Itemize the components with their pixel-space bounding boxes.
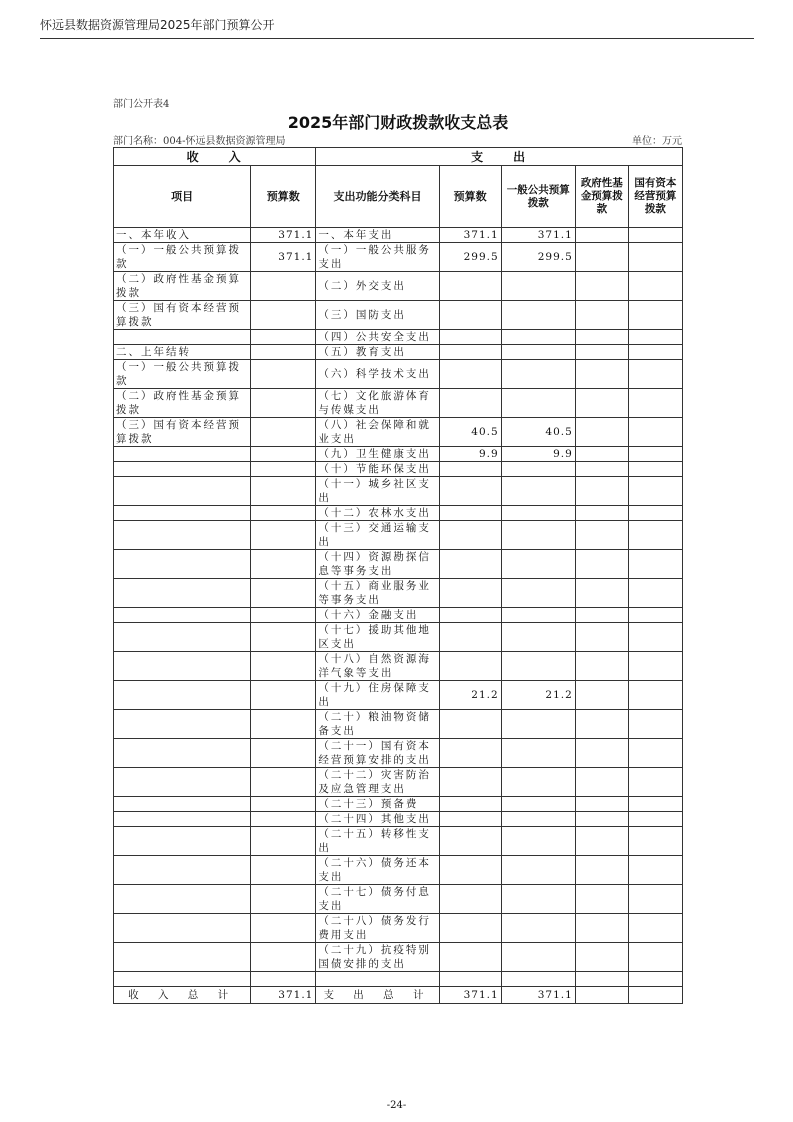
fund-budget-cell [575, 797, 628, 812]
capital-budget-cell [628, 301, 682, 330]
expense-item-cell: （十四）资源勘探信息等事务支出 [316, 550, 439, 579]
expense-item-cell: （二十三）预备费 [316, 797, 439, 812]
capital-budget-cell [628, 243, 682, 272]
income-budget-cell [251, 885, 316, 914]
table-row [114, 943, 683, 972]
expense-item-cell: （二十八）债务发行费用支出 [316, 914, 439, 943]
expense-total-value: 371.1 [439, 987, 501, 1004]
general-budget-cell [501, 768, 575, 797]
income-budget-cell [251, 521, 316, 550]
general-budget-cell: 40.5 [501, 418, 575, 447]
income-item-cell [114, 943, 251, 972]
income-total-label: 收 入 总 计 [114, 987, 251, 1004]
income-item-cell [114, 608, 251, 623]
table-row [114, 972, 683, 987]
income-budget-cell [251, 418, 316, 447]
fund-budget-cell [575, 812, 628, 827]
expense-budget-cell [439, 389, 501, 418]
income-budget-cell [251, 477, 316, 506]
income-budget-cell [251, 345, 316, 360]
general-budget-cell [501, 477, 575, 506]
expense-item-cell: （一）一般公共服务支出 [316, 243, 439, 272]
income-item-cell [114, 506, 251, 521]
income-item-cell [114, 812, 251, 827]
capital-budget-cell [628, 827, 682, 856]
expense-budget-cell [439, 477, 501, 506]
general-budget-cell [501, 710, 575, 739]
expense-item-cell: （十）节能环保支出 [316, 462, 439, 477]
table-row [114, 345, 683, 360]
table-row [114, 827, 683, 856]
income-item-cell [114, 579, 251, 608]
income-budget-cell [251, 972, 316, 987]
capital-budget-cell [628, 272, 682, 301]
expense-item-cell: （二十九）抗疫特别国债安排的支出 [316, 943, 439, 972]
income-budget-cell [251, 579, 316, 608]
table-row [114, 885, 683, 914]
fund-budget-cell [575, 477, 628, 506]
table-row [114, 856, 683, 885]
expense-budget-cell [439, 827, 501, 856]
general-budget-cell [501, 739, 575, 768]
unit-label: 单位：万元 [632, 136, 682, 147]
expense-item-cell: （二十）粮油物资储备支出 [316, 710, 439, 739]
expense-budget-cell [439, 856, 501, 885]
capital-budget-cell [628, 447, 682, 462]
capital-budget-cell [628, 418, 682, 447]
income-section-header: 收 入 [114, 148, 316, 166]
expense-budget-cell [439, 330, 501, 345]
page-number: -24- [386, 1100, 407, 1111]
expense-budget-cell [439, 739, 501, 768]
fund-budget-cell [575, 389, 628, 418]
table-row [114, 623, 683, 652]
page-title: 2025年部门财政拨款收支总表 [287, 113, 509, 132]
expense-item-cell: （十一）城乡社区支出 [316, 477, 439, 506]
general-budget-cell [501, 885, 575, 914]
fund-budget-cell [575, 579, 628, 608]
income-item-cell: 一、本年收入 [114, 228, 251, 243]
expense-budget-cell [439, 579, 501, 608]
header-divider [40, 38, 754, 39]
income-budget-cell [251, 623, 316, 652]
general-budget-cell [501, 330, 575, 345]
income-item-cell [114, 710, 251, 739]
income-item-cell: （三）国有资本经营预算拨款 [114, 301, 251, 330]
capital-budget-cell [628, 710, 682, 739]
table-row [114, 579, 683, 608]
expense-budget-cell [439, 914, 501, 943]
capital-budget-cell [628, 330, 682, 345]
expense-item-cell: （二）外交支出 [316, 272, 439, 301]
table-row [114, 447, 683, 462]
expense-item-cell: （二十二）灾害防治及应急管理支出 [316, 768, 439, 797]
expense-item-cell: （二十一）国有资本经营预算安排的支出 [316, 739, 439, 768]
expense-budget-cell [439, 462, 501, 477]
table-row [114, 360, 683, 389]
table-row [114, 608, 683, 623]
income-item-cell: （二）政府性基金预算拨款 [114, 272, 251, 301]
income-item-cell [114, 462, 251, 477]
general-budget-cell [501, 272, 575, 301]
general-budget-cell [501, 827, 575, 856]
fund-budget-cell [575, 506, 628, 521]
col-header-capital: 国有资本经营预算拨款 [628, 166, 682, 228]
expense-budget-cell: 371.1 [439, 228, 501, 243]
income-budget-cell [251, 914, 316, 943]
fund-budget-cell [575, 243, 628, 272]
expense-item-cell: （十七）援助其他地区支出 [316, 623, 439, 652]
income-budget-cell [251, 739, 316, 768]
expense-item-cell: （二十七）债务付息支出 [316, 885, 439, 914]
fund-budget-cell [575, 462, 628, 477]
expense-item-cell: （二十五）转移性支出 [316, 827, 439, 856]
income-item-cell [114, 768, 251, 797]
capital-budget-cell [628, 608, 682, 623]
income-item-cell [114, 550, 251, 579]
general-budget-cell [501, 812, 575, 827]
general-budget-cell [501, 608, 575, 623]
expense-item-cell [316, 972, 439, 987]
general-budget-cell: 371.1 [501, 228, 575, 243]
expense-budget-cell [439, 272, 501, 301]
general-budget-cell [501, 550, 575, 579]
expense-budget-cell: 40.5 [439, 418, 501, 447]
fund-budget-cell [575, 301, 628, 330]
general-budget-cell [501, 506, 575, 521]
general-budget-cell [501, 856, 575, 885]
income-budget-cell [251, 943, 316, 972]
capital-budget-cell [628, 652, 682, 681]
table-row [114, 228, 683, 243]
capital-budget-cell [628, 462, 682, 477]
fund-budget-cell [575, 827, 628, 856]
income-item-cell [114, 447, 251, 462]
table-row [114, 710, 683, 739]
fund-budget-cell [575, 608, 628, 623]
fund-budget-cell [575, 345, 628, 360]
general-budget-cell [501, 345, 575, 360]
capital-budget-cell [628, 768, 682, 797]
expense-budget-cell [439, 943, 501, 972]
expense-item-cell: （七）文化旅游体育与传媒支出 [316, 389, 439, 418]
table-row [114, 462, 683, 477]
table-row [114, 506, 683, 521]
table-row [114, 272, 683, 301]
col-header-function: 支出功能分类科目 [316, 166, 439, 228]
general-budget-cell [501, 914, 575, 943]
fund-budget-cell [575, 856, 628, 885]
capital-budget-cell [628, 812, 682, 827]
general-budget-cell [501, 360, 575, 389]
fund-budget-cell [575, 885, 628, 914]
expense-budget-cell [439, 768, 501, 797]
expense-item-cell: （十六）金融支出 [316, 608, 439, 623]
income-item-cell: （一）一般公共预算拨款 [114, 360, 251, 389]
expense-item-cell: （十五）商业服务业等事务支出 [316, 579, 439, 608]
income-item-cell [114, 827, 251, 856]
income-budget-cell [251, 301, 316, 330]
expense-budget-cell: 21.2 [439, 681, 501, 710]
expense-item-cell: （十二）农林水支出 [316, 506, 439, 521]
table-row [114, 768, 683, 797]
table-row [114, 389, 683, 418]
col-header-budget: 预算数 [251, 166, 316, 228]
capital-budget-cell [628, 550, 682, 579]
expense-item-cell: （十九）住房保障支出 [316, 681, 439, 710]
income-item-cell [114, 652, 251, 681]
income-budget-cell [251, 462, 316, 477]
income-item-cell [114, 330, 251, 345]
income-item-cell [114, 739, 251, 768]
capital-budget-cell [628, 623, 682, 652]
table-row [114, 521, 683, 550]
expense-budget-cell [439, 652, 501, 681]
general-budget-cell: 21.2 [501, 681, 575, 710]
income-budget-cell [251, 550, 316, 579]
expense-item-cell: （四）公共安全支出 [316, 330, 439, 345]
general-budget-cell [501, 623, 575, 652]
capital-budget-cell [628, 885, 682, 914]
income-budget-cell [251, 608, 316, 623]
general-budget-cell [501, 389, 575, 418]
income-item-cell: 二、上年结转 [114, 345, 251, 360]
table-row [114, 914, 683, 943]
expense-budget-cell [439, 812, 501, 827]
fund-budget-cell [575, 418, 628, 447]
fund-budget-cell [575, 710, 628, 739]
income-budget-cell [251, 856, 316, 885]
fund-budget-cell [575, 360, 628, 389]
capital-total-value [628, 987, 682, 1004]
income-item-cell: （一）一般公共预算拨款 [114, 243, 251, 272]
fund-budget-cell [575, 623, 628, 652]
fund-budget-cell [575, 521, 628, 550]
table-row [114, 739, 683, 768]
total-row [114, 987, 683, 1004]
expense-budget-cell [439, 972, 501, 987]
department-name: 部门名称：004-怀远县数据资源管理局 [113, 136, 286, 147]
fund-budget-cell [575, 330, 628, 345]
budget-table [113, 147, 683, 1004]
general-budget-cell [501, 797, 575, 812]
col-header-general: 一般公共预算拨款 [501, 166, 575, 228]
fund-budget-cell [575, 943, 628, 972]
fund-budget-cell [575, 228, 628, 243]
expense-budget-cell [439, 550, 501, 579]
table-row [114, 477, 683, 506]
general-budget-cell [501, 301, 575, 330]
expense-item-cell: （十三）交通运输支出 [316, 521, 439, 550]
capital-budget-cell [628, 389, 682, 418]
fund-budget-cell [575, 972, 628, 987]
expense-budget-cell: 299.5 [439, 243, 501, 272]
expense-item-cell: （二十四）其他支出 [316, 812, 439, 827]
income-budget-cell [251, 447, 316, 462]
income-total-value: 371.1 [251, 987, 316, 1004]
income-budget-cell: 371.1 [251, 228, 316, 243]
table-number: 部门公开表4 [113, 99, 170, 110]
capital-budget-cell [628, 914, 682, 943]
income-budget-cell [251, 360, 316, 389]
capital-budget-cell [628, 797, 682, 812]
fund-total-value [575, 987, 628, 1004]
income-budget-cell [251, 330, 316, 345]
income-budget-cell [251, 272, 316, 301]
income-budget-cell [251, 652, 316, 681]
expense-budget-cell [439, 797, 501, 812]
expense-budget-cell [439, 521, 501, 550]
table-row [114, 812, 683, 827]
col-header-fund: 政府性基金预算拨款 [575, 166, 628, 228]
capital-budget-cell [628, 972, 682, 987]
expense-budget-cell [439, 301, 501, 330]
document-header: 怀远县数据资源管理局2025年部门预算公开 [40, 18, 275, 32]
expense-item-cell: （二十六）债务还本支出 [316, 856, 439, 885]
income-item-cell [114, 521, 251, 550]
capital-budget-cell [628, 943, 682, 972]
fund-budget-cell [575, 272, 628, 301]
capital-budget-cell [628, 360, 682, 389]
expense-item-cell: （五）教育支出 [316, 345, 439, 360]
table-row [114, 797, 683, 812]
expense-budget-cell: 9.9 [439, 447, 501, 462]
general-budget-cell [501, 462, 575, 477]
income-item-cell [114, 972, 251, 987]
income-budget-cell [251, 827, 316, 856]
col-header-item: 项目 [114, 166, 251, 228]
fund-budget-cell [575, 739, 628, 768]
expense-item-cell: （十八）自然资源海洋气象等支出 [316, 652, 439, 681]
income-budget-cell [251, 710, 316, 739]
general-budget-cell [501, 579, 575, 608]
income-item-cell: （二）政府性基金预算拨款 [114, 389, 251, 418]
expense-section-header: 支 出 [316, 148, 683, 166]
table-row [114, 550, 683, 579]
table-row [114, 330, 683, 345]
general-budget-cell: 9.9 [501, 447, 575, 462]
expense-budget-cell [439, 608, 501, 623]
income-item-cell [114, 623, 251, 652]
capital-budget-cell [628, 521, 682, 550]
income-item-cell [114, 797, 251, 812]
capital-budget-cell [628, 228, 682, 243]
income-budget-cell [251, 797, 316, 812]
capital-budget-cell [628, 477, 682, 506]
capital-budget-cell [628, 856, 682, 885]
expense-budget-cell [439, 345, 501, 360]
income-item-cell [114, 477, 251, 506]
income-budget-cell [251, 506, 316, 521]
capital-budget-cell [628, 681, 682, 710]
table-row [114, 652, 683, 681]
general-budget-cell [501, 652, 575, 681]
table-row [114, 301, 683, 330]
fund-budget-cell [575, 681, 628, 710]
col-header-expense-budget: 预算数 [439, 166, 501, 228]
capital-budget-cell [628, 739, 682, 768]
capital-budget-cell [628, 579, 682, 608]
fund-budget-cell [575, 768, 628, 797]
general-total-value: 371.1 [501, 987, 575, 1004]
income-budget-cell [251, 768, 316, 797]
income-budget-cell: 371.1 [251, 243, 316, 272]
general-budget-cell [501, 943, 575, 972]
expense-budget-cell [439, 623, 501, 652]
expense-budget-cell [439, 360, 501, 389]
expense-total-label: 支 出 总 计 [316, 987, 439, 1004]
income-item-cell [114, 914, 251, 943]
table-row [114, 243, 683, 272]
general-budget-cell: 299.5 [501, 243, 575, 272]
income-item-cell: （三）国有资本经营预算拨款 [114, 418, 251, 447]
expense-budget-cell [439, 710, 501, 739]
fund-budget-cell [575, 914, 628, 943]
expense-budget-cell [439, 885, 501, 914]
general-budget-cell [501, 521, 575, 550]
table-row [114, 681, 683, 710]
capital-budget-cell [628, 345, 682, 360]
fund-budget-cell [575, 447, 628, 462]
fund-budget-cell [575, 550, 628, 579]
fund-budget-cell [575, 652, 628, 681]
expense-item-cell: （八）社会保障和就业支出 [316, 418, 439, 447]
capital-budget-cell [628, 506, 682, 521]
expense-item-cell: 一、本年支出 [316, 228, 439, 243]
expense-item-cell: （三）国防支出 [316, 301, 439, 330]
income-item-cell [114, 885, 251, 914]
expense-budget-cell [439, 506, 501, 521]
expense-item-cell: （九）卫生健康支出 [316, 447, 439, 462]
income-budget-cell [251, 389, 316, 418]
income-budget-cell [251, 681, 316, 710]
general-budget-cell [501, 972, 575, 987]
expense-item-cell: （六）科学技术支出 [316, 360, 439, 389]
income-item-cell [114, 681, 251, 710]
table-row [114, 418, 683, 447]
income-budget-cell [251, 812, 316, 827]
income-item-cell [114, 856, 251, 885]
